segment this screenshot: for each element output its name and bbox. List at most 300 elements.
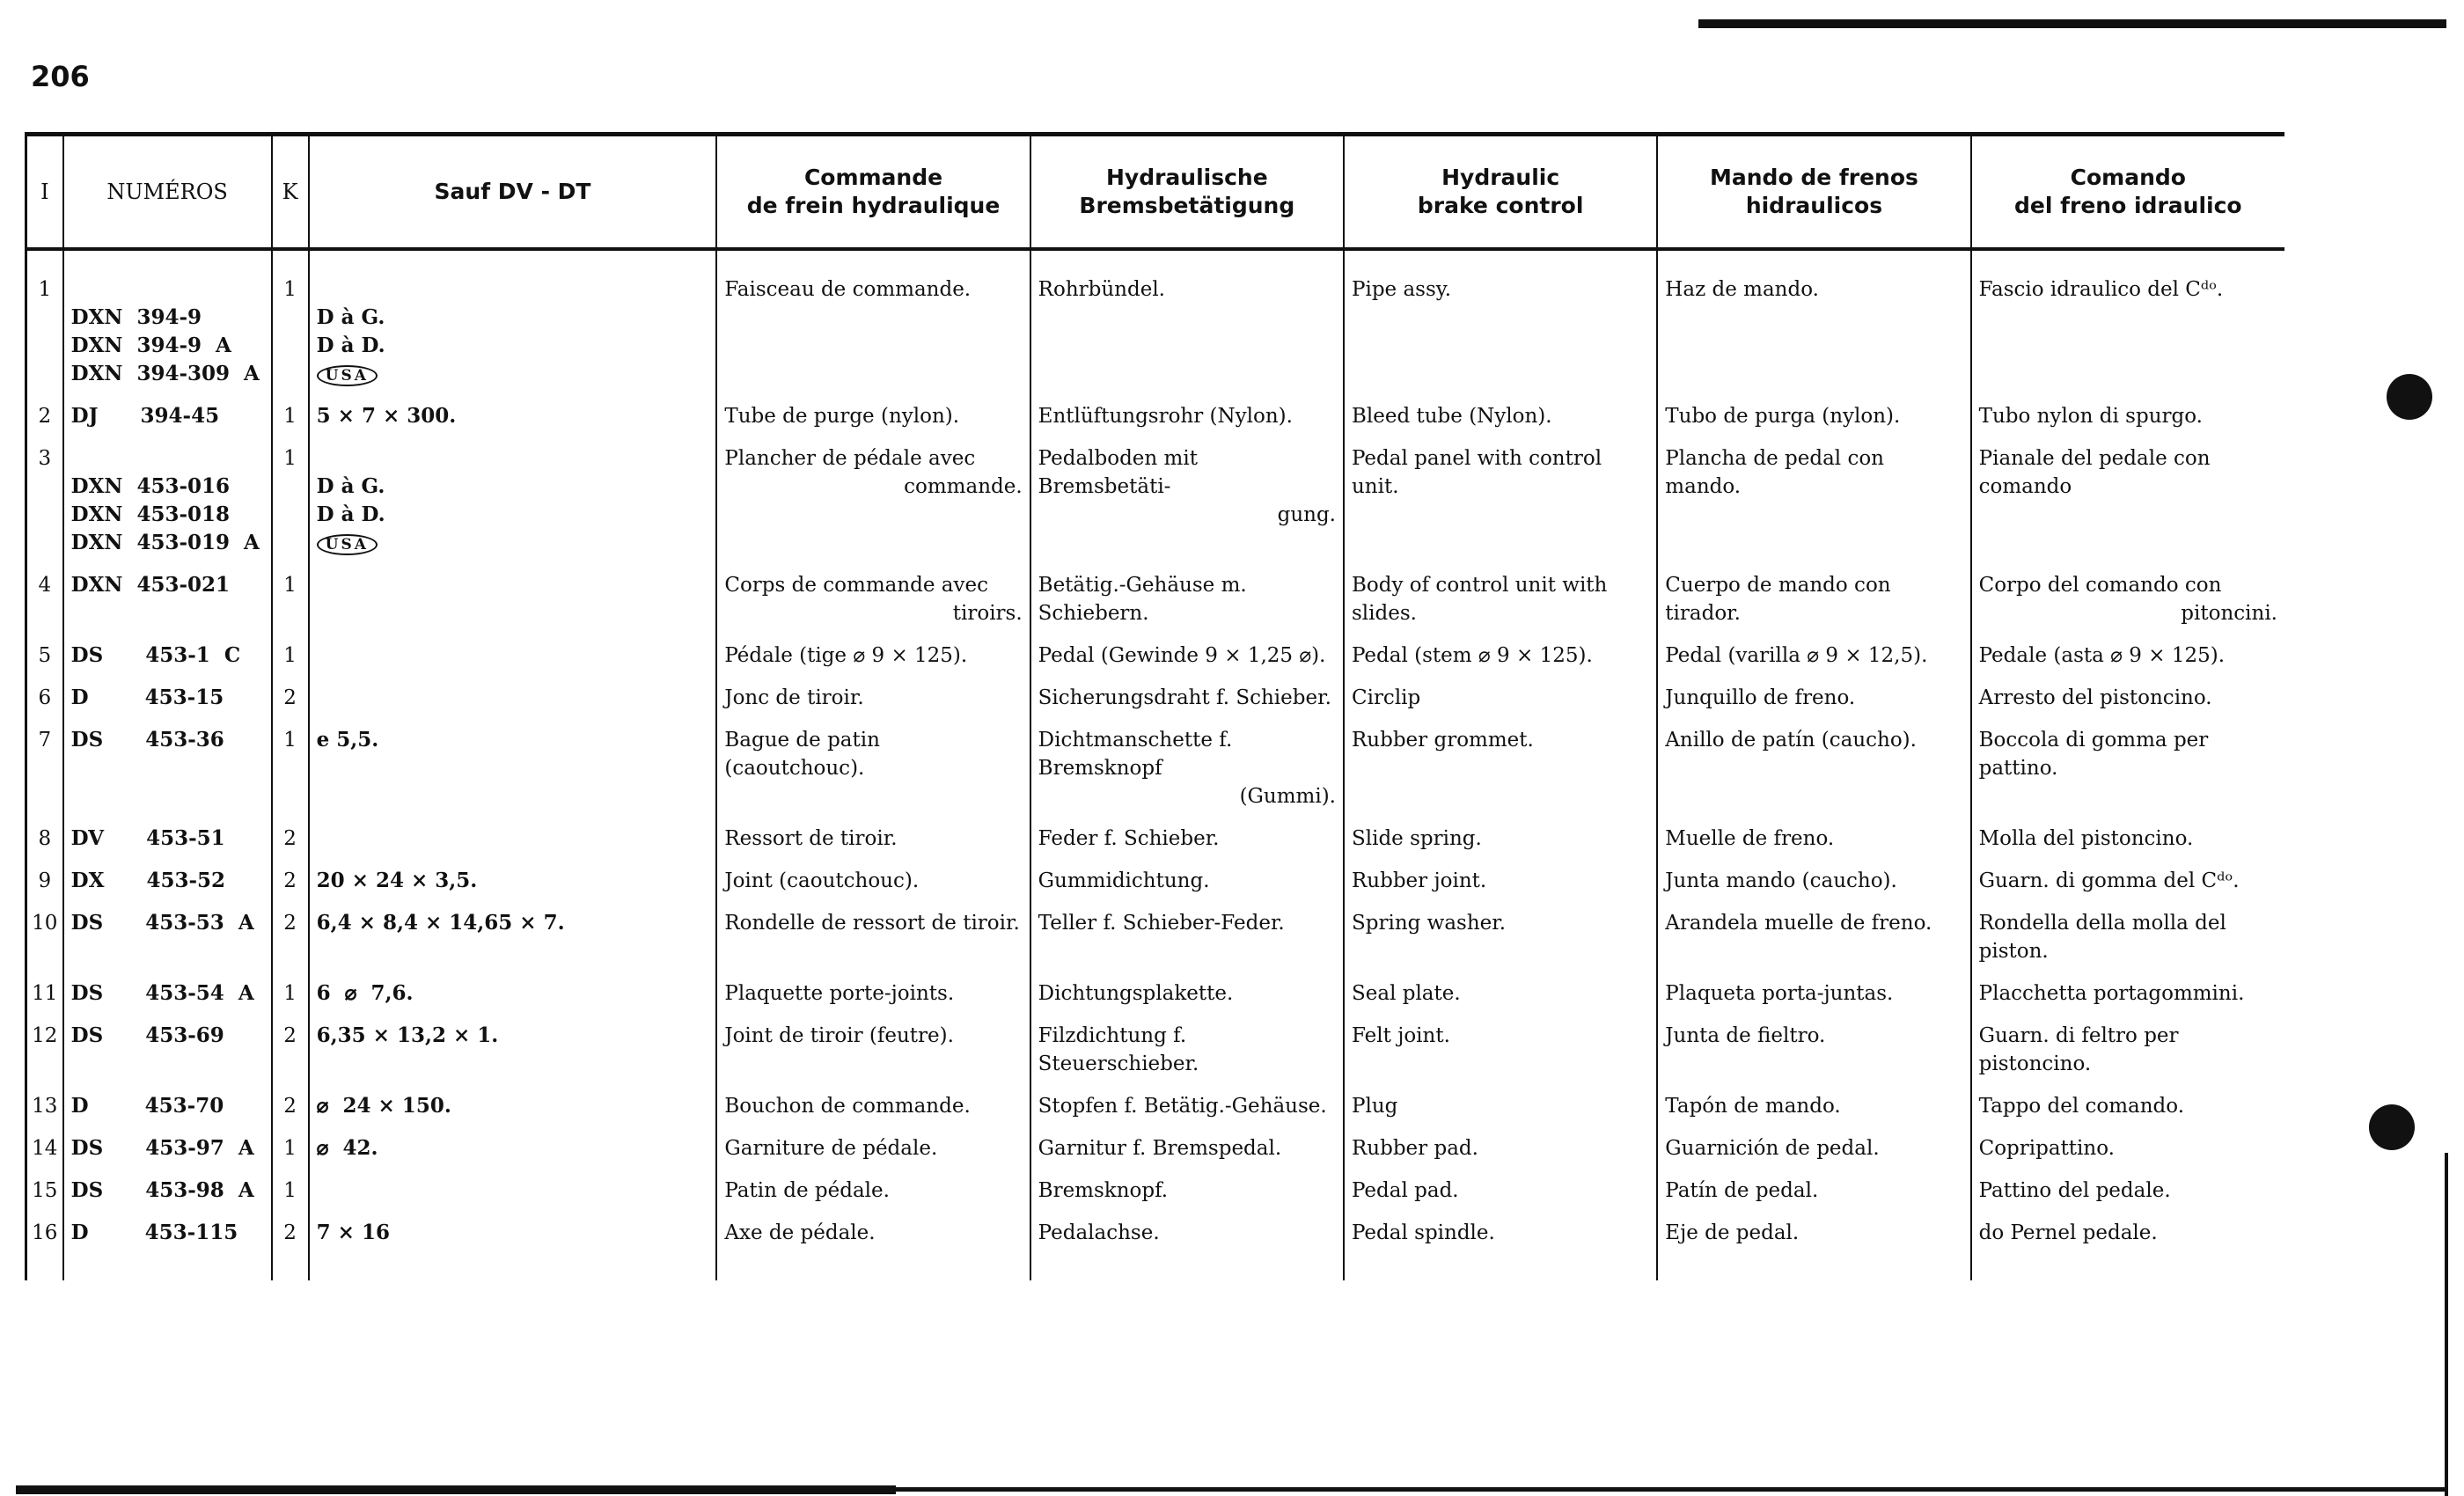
spec-line — [317, 1177, 709, 1205]
header-german — [1030, 135, 1344, 250]
sauf-spec — [309, 566, 717, 636]
item-index: 3 — [26, 439, 63, 566]
description-text-es: Junta mando (caucho). — [1665, 869, 1897, 892]
sauf-spec — [309, 862, 717, 904]
spec-line: 6 ⌀ 7,6. — [316, 981, 414, 1005]
description-text-es: Haz de mando. — [1665, 278, 1819, 301]
description-fr — [716, 678, 1030, 721]
description-en — [1344, 721, 1657, 819]
description-it — [1971, 678, 2284, 721]
spec-line — [317, 444, 709, 473]
description-text-en: Seal plate. — [1351, 982, 1461, 1005]
description-text-de: Entlüftungsrohr (Nylon). — [1038, 405, 1293, 428]
part-number: D 453-115 — [70, 1221, 238, 1244]
description-es — [1657, 904, 1970, 974]
item-index: 7 — [26, 721, 63, 819]
description-en — [1344, 1129, 1657, 1171]
quantity: 2 — [272, 1087, 309, 1129]
description-fr — [716, 721, 1030, 819]
description-de — [1030, 1129, 1344, 1171]
part-numbers — [63, 819, 272, 862]
part-number — [71, 275, 264, 304]
part-numbers — [63, 636, 272, 678]
header-french — [716, 135, 1030, 250]
header-sauf: Sauf DV - DT — [309, 135, 717, 250]
description-text-fr: Corps de commande avec — [724, 574, 988, 597]
description-text-de: Betätig.-Gehäuse m. Schiebern. — [1038, 574, 1247, 625]
description-text-es: Cuerpo de mando con tirador. — [1665, 574, 1891, 625]
description-de — [1030, 1171, 1344, 1214]
part-number: DXN 394-309 A — [70, 362, 260, 385]
item-index: 9 — [26, 862, 63, 904]
header-index: I — [26, 135, 63, 250]
description-es — [1657, 819, 1970, 862]
description-it — [1971, 1016, 2284, 1087]
description-es — [1657, 397, 1970, 439]
description-it — [1971, 819, 2284, 862]
table-row — [26, 1214, 2285, 1280]
part-number: DXN 453-019 A — [70, 531, 260, 554]
spec-line: ⌀ 24 × 150. — [316, 1094, 451, 1118]
description-text-es: Junquillo de freno. — [1665, 686, 1856, 709]
sauf-spec — [309, 636, 717, 678]
description-es — [1657, 1171, 1970, 1214]
description-text-es: Tapón de mando. — [1665, 1095, 1841, 1118]
spec-line: 6,35 × 13,2 × 1. — [316, 1023, 499, 1047]
description-text-en: Rubber pad. — [1351, 1137, 1478, 1160]
item-index: 12 — [26, 1016, 63, 1087]
description-text-en: Body of control unit with slides. — [1351, 574, 1608, 625]
quantity: 1 — [272, 974, 309, 1016]
spec-line — [317, 275, 709, 304]
quantity: 2 — [272, 904, 309, 974]
description-it — [1971, 862, 2284, 904]
part-number: DS 453-98 A — [70, 1178, 254, 1202]
description-text-es: Patín de pedal. — [1665, 1179, 1819, 1202]
spec-line: 6,4 × 8,4 × 14,65 × 7. — [316, 911, 565, 935]
part-numbers — [63, 566, 272, 636]
item-index: 15 — [26, 1171, 63, 1214]
spec-line: ⌀ 42. — [316, 1136, 378, 1160]
description-es — [1657, 974, 1970, 1016]
part-numbers — [63, 721, 272, 819]
table-row — [26, 1129, 2285, 1171]
header-row — [26, 135, 2285, 250]
bottom-rule-thick — [16, 1485, 896, 1494]
description-text-en: Pedal spindle. — [1351, 1221, 1495, 1244]
description-de — [1030, 1214, 1344, 1280]
sauf-spec — [309, 1171, 717, 1214]
description-text-es: Pedal (varilla ⌀ 9 × 12,5). — [1665, 644, 1928, 667]
sauf-spec — [309, 974, 717, 1016]
description-fr — [716, 819, 1030, 862]
description-text-de: Pedalboden mit Bremsbetäti- — [1038, 447, 1198, 498]
header-french-line1: Commande — [803, 165, 943, 190]
part-number: DS 453-1 C — [70, 643, 241, 667]
description-de — [1030, 974, 1344, 1016]
description-text-it: Guarn. di gomma del Cᵈᵒ. — [1978, 869, 2240, 892]
description-text-de: Sicherungsdraht f. Schieber. — [1038, 686, 1331, 709]
description-en — [1344, 862, 1657, 904]
header-numeros: NUMÉROS — [63, 135, 272, 250]
spec-line — [317, 642, 709, 670]
description-text-fr: Joint de tiroir (feutre). — [724, 1024, 954, 1047]
description-en — [1344, 439, 1657, 566]
sauf-spec — [309, 1087, 717, 1129]
part-number: D 453-70 — [70, 1094, 224, 1118]
description-text-fr: Axe de pédale. — [724, 1221, 876, 1244]
description-text-es: Muelle de freno. — [1665, 827, 1835, 850]
part-number: DS 453-54 A — [70, 981, 254, 1005]
spec-line: D à G. — [316, 305, 385, 329]
top-rule — [1698, 19, 2446, 28]
header-spanish-line1: Mando de frenos — [1710, 165, 1918, 190]
description-text-fr: Bouchon de commande. — [724, 1095, 971, 1118]
sauf-spec — [309, 249, 717, 397]
header-spanish — [1657, 135, 1970, 250]
description-text-de: Stopfen f. Betätig.-Gehäuse. — [1038, 1095, 1327, 1118]
description-it — [1971, 636, 2284, 678]
table-row — [26, 1087, 2285, 1129]
description-text-de: Rohrbündel. — [1038, 278, 1165, 301]
description-text-fr: Faisceau de commande. — [724, 278, 972, 301]
description-de — [1030, 721, 1344, 819]
spec-line: D à D. — [316, 502, 385, 526]
header-spanish-line2: hidraulicos — [1745, 193, 1883, 218]
table-row — [26, 819, 2285, 862]
item-index: 10 — [26, 904, 63, 974]
part-numbers — [63, 904, 272, 974]
description-it — [1971, 1214, 2284, 1280]
item-index: 1 — [26, 249, 63, 397]
description-en — [1344, 566, 1657, 636]
description-text-de: Filzdichtung f. Steuerschieber. — [1038, 1024, 1199, 1075]
description-text-de: Pedal (Gewinde 9 × 1,25 ⌀). — [1038, 644, 1326, 667]
description-text-es: Junta de fieltro. — [1665, 1024, 1826, 1047]
description-en — [1344, 1016, 1657, 1087]
description-fr — [716, 1171, 1030, 1214]
quantity: 2 — [272, 819, 309, 862]
description-de — [1030, 819, 1344, 862]
table-row — [26, 439, 2285, 566]
description-es — [1657, 636, 1970, 678]
sauf-spec — [309, 721, 717, 819]
description-text-it: Corpo del comando con — [1978, 574, 2222, 597]
description-text-en: Felt joint. — [1351, 1024, 1450, 1047]
description-en — [1344, 1171, 1657, 1214]
part-number: D 453-15 — [70, 686, 224, 709]
description-text-it: Tubo nylon di spurgo. — [1978, 405, 2203, 428]
description-de — [1030, 249, 1344, 397]
header-english — [1344, 135, 1657, 250]
part-numbers — [63, 678, 272, 721]
description-de — [1030, 862, 1344, 904]
part-number: DX 453-52 — [70, 869, 226, 892]
description-fr — [716, 566, 1030, 636]
description-it — [1971, 904, 2284, 974]
sauf-spec — [309, 439, 717, 566]
description-fr — [716, 974, 1030, 1016]
part-number: DXN 453-021 — [70, 573, 231, 597]
header-italian-line1: Comando — [2070, 165, 2186, 190]
description-text-fr: Tube de purge (nylon). — [724, 405, 960, 428]
description-text-en: Rubber joint. — [1351, 869, 1487, 892]
description-text-de: Dichtmanschette f. Bremsknopf — [1038, 729, 1233, 780]
description-text-it: Rondella della molla del piston. — [1978, 912, 2226, 963]
description-it — [1971, 1129, 2284, 1171]
description-it — [1971, 721, 2284, 819]
header-english-line1: Hydraulic — [1441, 165, 1560, 190]
page-number: 206 — [31, 60, 90, 93]
description-it — [1971, 566, 2284, 636]
table-row — [26, 974, 2285, 1016]
spec-line: e 5,5. — [316, 728, 379, 752]
description-fr — [716, 397, 1030, 439]
description-text-it: Copripattino. — [1978, 1137, 2115, 1160]
quantity: 2 — [272, 1016, 309, 1087]
description-it — [1971, 439, 2284, 566]
table-row — [26, 721, 2285, 819]
item-index: 8 — [26, 819, 63, 862]
description-en — [1344, 636, 1657, 678]
description-es — [1657, 862, 1970, 904]
table-row — [26, 862, 2285, 904]
table-row — [26, 566, 2285, 636]
description-fr — [716, 1087, 1030, 1129]
quantity: 2 — [272, 862, 309, 904]
spec-line: 5 × 7 × 300. — [316, 404, 457, 428]
description-text-es: Plaqueta porta-juntas. — [1665, 982, 1894, 1005]
description-text-de: Teller f. Schieber-Feder. — [1038, 912, 1285, 935]
description-es — [1657, 721, 1970, 819]
item-index: 6 — [26, 678, 63, 721]
sauf-spec — [309, 904, 717, 974]
part-number: DS 453-36 — [70, 728, 224, 752]
description-text-it: Boccola di gomma per pattino. — [1978, 729, 2209, 780]
description-text-es: Arandela muelle de freno. — [1665, 912, 1932, 935]
quantity: 1 — [272, 1129, 309, 1171]
spec-line: 20 × 24 × 3,5. — [316, 869, 478, 892]
right-edge-rule — [2445, 1153, 2448, 1496]
description-text-fr: Joint (caoutchouc). — [724, 869, 920, 892]
description-text-it: Tappo del comando. — [1978, 1095, 2185, 1118]
description-text-it: do Pernel pedale. — [1978, 1221, 2158, 1244]
part-number: DXN 394-9 — [70, 305, 202, 329]
spec-line — [317, 571, 709, 599]
description-de — [1030, 678, 1344, 721]
header-german-line1: Hydraulische — [1105, 165, 1268, 190]
part-numbers — [63, 439, 272, 566]
spec-line — [317, 825, 709, 853]
part-numbers — [63, 1171, 272, 1214]
parts-table — [25, 132, 2284, 1280]
description-fr — [716, 862, 1030, 904]
parts-table-body — [26, 249, 2285, 1280]
part-numbers — [63, 1214, 272, 1280]
description-text-es: Guarnición de pedal. — [1665, 1137, 1880, 1160]
description-es — [1657, 1016, 1970, 1087]
description-text-fr: Patin de pédale. — [724, 1179, 890, 1202]
quantity: 1 — [272, 721, 309, 819]
quantity: 1 — [272, 566, 309, 636]
item-index: 4 — [26, 566, 63, 636]
description-de — [1030, 397, 1344, 439]
description-text-fr: Rondelle de ressort de tiroir. — [724, 912, 1020, 935]
description-fr — [716, 1214, 1030, 1280]
part-numbers — [63, 249, 272, 397]
description-de — [1030, 439, 1344, 566]
punch-hole-top — [2387, 374, 2432, 420]
table-row — [26, 1016, 2285, 1087]
description-fr — [716, 439, 1030, 566]
description-text-en: Bleed tube (Nylon). — [1351, 405, 1552, 428]
part-numbers — [63, 974, 272, 1016]
quantity: 1 — [272, 1171, 309, 1214]
description-text-de: Pedalachse. — [1038, 1221, 1160, 1244]
description-text-de: Feder f. Schieber. — [1038, 827, 1220, 850]
item-index: 16 — [26, 1214, 63, 1280]
table-row — [26, 904, 2285, 974]
description-text-de: Bremsknopf. — [1038, 1179, 1169, 1202]
part-numbers — [63, 1016, 272, 1087]
part-number: DV 453-51 — [70, 826, 225, 850]
description-text-it: Pianale del pedale con comando — [1978, 447, 2211, 498]
description-de — [1030, 904, 1344, 974]
description-text-en: Pipe assy. — [1351, 278, 1452, 301]
description-text-it: Pattino del pedale. — [1978, 1179, 2171, 1202]
part-number: DS 453-69 — [70, 1023, 224, 1047]
usa-marker-line — [317, 360, 709, 388]
table-row — [26, 636, 2285, 678]
description-text-de: Garnitur f. Bremspedal. — [1038, 1137, 1282, 1160]
description-text-fr: Plancher de pédale avec — [724, 447, 976, 470]
description-text-it: Pedale (asta ⌀ 9 × 125). — [1978, 644, 2226, 667]
description-text-it: Guarn. di feltro per pistoncino. — [1978, 1024, 2179, 1075]
part-number: DJ 394-45 — [70, 404, 220, 428]
description-es — [1657, 439, 1970, 566]
description-en — [1344, 819, 1657, 862]
item-index: 5 — [26, 636, 63, 678]
description-en — [1344, 1087, 1657, 1129]
description-en — [1344, 249, 1657, 397]
description-text-de: Gummidichtung. — [1038, 869, 1210, 892]
part-number: DXN 453-016 — [70, 474, 231, 498]
sauf-spec — [309, 1016, 717, 1087]
description-it — [1971, 249, 2284, 397]
description-continuation-it: pitoncini. — [2181, 602, 2277, 625]
description-text-es: Tubo de purga (nylon). — [1665, 405, 1901, 428]
description-continuation-fr: tiroirs. — [952, 602, 1023, 625]
sauf-spec — [309, 1129, 717, 1171]
description-en — [1344, 397, 1657, 439]
header-k: K — [272, 135, 309, 250]
description-en — [1344, 904, 1657, 974]
description-fr — [716, 249, 1030, 397]
spec-line: D à G. — [316, 474, 385, 498]
description-text-de: Dichtungsplakette. — [1038, 982, 1234, 1005]
description-fr — [716, 1016, 1030, 1087]
description-it — [1971, 1087, 2284, 1129]
description-en — [1344, 974, 1657, 1016]
table-row — [26, 397, 2285, 439]
description-text-en: Pedal (stem ⌀ 9 × 125). — [1351, 644, 1593, 667]
description-en — [1344, 678, 1657, 721]
part-number: DS 453-97 A — [70, 1136, 254, 1160]
quantity: 1 — [272, 636, 309, 678]
spec-line: D à D. — [316, 334, 385, 357]
usa-stamp: USA — [317, 534, 378, 555]
description-es — [1657, 1214, 1970, 1280]
description-text-it: Molla del pistoncino. — [1978, 827, 2194, 850]
description-es — [1657, 1129, 1970, 1171]
description-es — [1657, 566, 1970, 636]
description-continuation-fr: commande. — [904, 475, 1023, 498]
description-text-en: Circlip — [1351, 686, 1421, 709]
description-it — [1971, 1171, 2284, 1214]
item-index: 13 — [26, 1087, 63, 1129]
item-index: 11 — [26, 974, 63, 1016]
spec-line: 7 × 16 — [316, 1221, 390, 1244]
description-de — [1030, 636, 1344, 678]
bottom-rule-thin — [896, 1487, 2445, 1492]
description-text-en: Plug — [1351, 1095, 1398, 1118]
usa-marker-line — [317, 529, 709, 557]
quantity: 1 — [272, 249, 309, 397]
description-text-it: Arresto del pistoncino. — [1978, 686, 2212, 709]
description-es — [1657, 249, 1970, 397]
part-number — [71, 444, 264, 473]
description-it — [1971, 974, 2284, 1016]
punch-hole-bottom — [2369, 1104, 2415, 1150]
description-es — [1657, 1087, 1970, 1129]
description-fr — [716, 1129, 1030, 1171]
header-italian-line2: del freno idraulico — [2014, 193, 2242, 218]
description-text-fr: Pédale (tige ⌀ 9 × 125). — [724, 644, 968, 667]
header-italian — [1971, 135, 2284, 250]
quantity: 2 — [272, 678, 309, 721]
description-text-fr: Garniture de pédale. — [724, 1137, 938, 1160]
spec-line — [317, 684, 709, 712]
header-english-line2: brake control — [1417, 193, 1584, 218]
description-text-fr: Bague de patin (caoutchouc). — [724, 729, 880, 780]
description-text-es: Plancha de pedal con mando. — [1665, 447, 1884, 498]
description-it — [1971, 397, 2284, 439]
table-row — [26, 1171, 2285, 1214]
description-en — [1344, 1214, 1657, 1280]
header-french-line2: de frein hydraulique — [746, 193, 1001, 218]
item-index: 2 — [26, 397, 63, 439]
description-fr — [716, 904, 1030, 974]
part-numbers — [63, 1129, 272, 1171]
table-row — [26, 678, 2285, 721]
description-continuation-de: gung. — [1277, 503, 1336, 526]
description-continuation-de: (Gummi). — [1239, 785, 1336, 808]
sauf-spec — [309, 1214, 717, 1280]
part-numbers — [63, 1087, 272, 1129]
description-text-en: Rubber grommet. — [1351, 729, 1534, 752]
description-text-es: Anillo de patín (caucho). — [1665, 729, 1917, 752]
part-number: DXN 394-9 A — [70, 334, 231, 357]
sauf-spec — [309, 678, 717, 721]
description-text-it: Fascio idraulico del Cᵈᵒ. — [1978, 278, 2224, 301]
description-de — [1030, 566, 1344, 636]
part-numbers — [63, 862, 272, 904]
description-text-en: Pedal panel with control unit. — [1351, 447, 1602, 498]
part-number: DXN 453-018 — [70, 502, 231, 526]
sauf-spec — [309, 397, 717, 439]
description-fr — [716, 636, 1030, 678]
description-text-fr: Ressort de tiroir. — [724, 827, 898, 850]
